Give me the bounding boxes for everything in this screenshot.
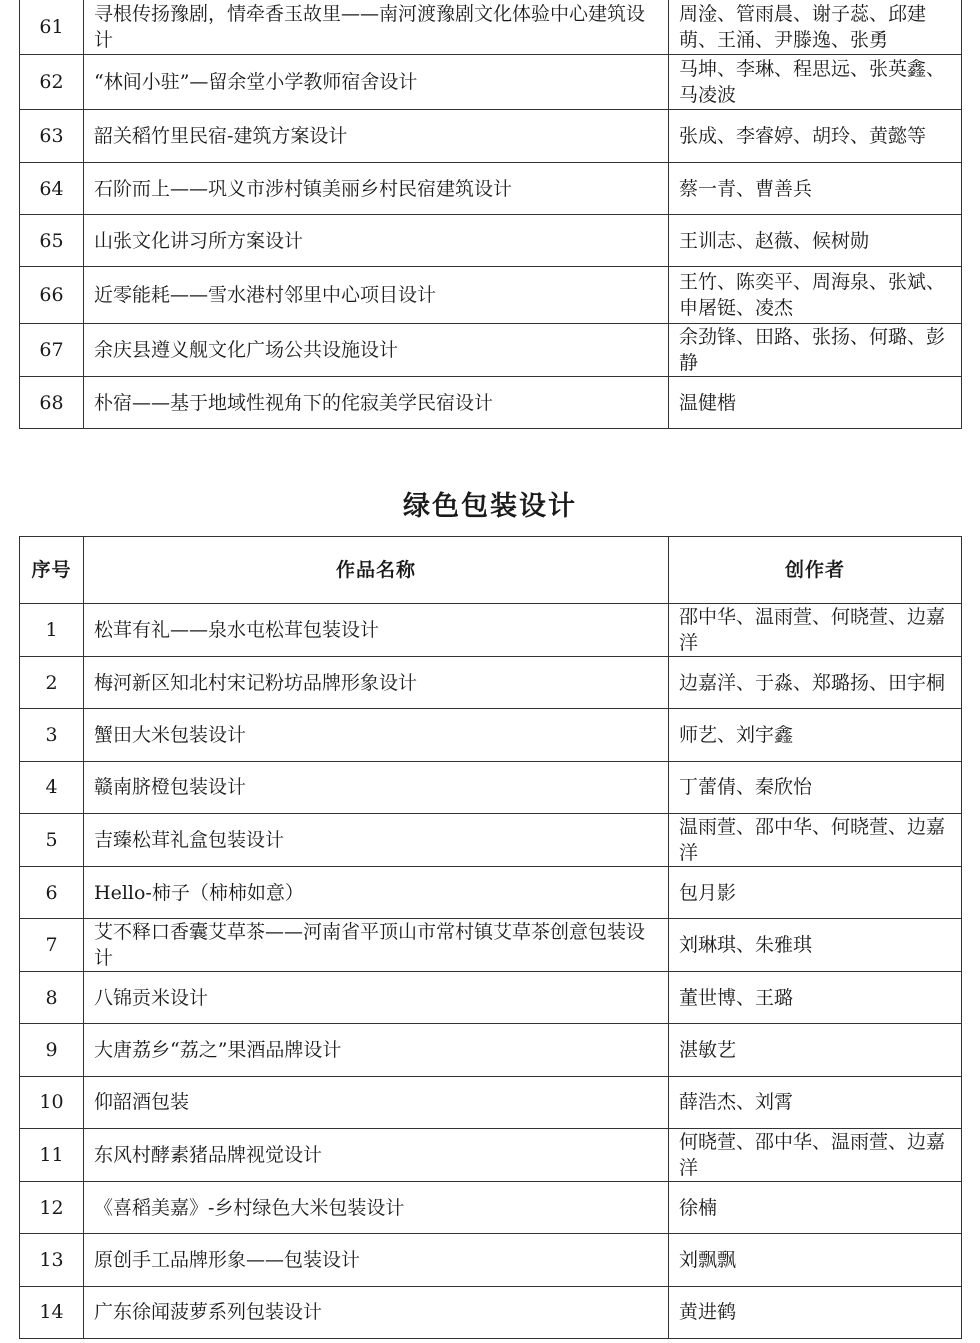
table-row [20, 604, 962, 657]
table-row [20, 919, 962, 972]
work-title: 近零能耗——雪水港村邻里中心项目设计 [84, 267, 669, 324]
row-number: 3 [20, 709, 84, 761]
authors: 徐楠 [669, 1182, 962, 1234]
table-row [20, 709, 962, 761]
row-number: 10 [20, 1076, 84, 1128]
work-title: 艾不释口香囊艾草茶——河南省平顶山市常村镇艾草茶创意包装设计 [84, 919, 669, 972]
table-row [20, 1076, 962, 1128]
table-row [20, 972, 962, 1024]
authors: 余劲锋、田路、张扬、何璐、彭静 [669, 324, 962, 377]
row-number: 63 [20, 110, 84, 163]
work-title: 《喜稻美嘉》-乡村绿色大米包装设计 [84, 1182, 669, 1234]
authors: 刘琳琪、朱雅琪 [669, 919, 962, 972]
row-number: 14 [20, 1286, 84, 1338]
work-title: 山张文化讲习所方案设计 [84, 215, 669, 267]
authors: 湛敏艺 [669, 1024, 962, 1076]
authors: 薛浩杰、刘霄 [669, 1076, 962, 1128]
table-row [20, 813, 962, 866]
work-title: 大唐荔乡“荔之”果酒品牌设计 [84, 1024, 669, 1076]
section-title: 绿色包装设计 [403, 491, 577, 522]
table-row [20, 0, 962, 55]
row-number: 64 [20, 163, 84, 215]
row-number: 4 [20, 761, 84, 813]
table-row [20, 324, 962, 377]
row-number: 1 [20, 604, 84, 657]
row-number: 66 [20, 267, 84, 324]
row-number: 8 [20, 972, 84, 1024]
table-row [20, 267, 962, 324]
work-title: 朴宿——基于地域性视角下的侘寂美学民宿设计 [84, 377, 669, 429]
authors: 温健楷 [669, 377, 962, 429]
work-title: 吉臻松茸礼盒包装设计 [84, 813, 669, 866]
authors: 边嘉洋、于淼、郑璐扬、田宇桐 [669, 657, 962, 709]
work-title: 赣南脐橙包装设计 [84, 761, 669, 813]
authors: 蔡一青、曹善兵 [669, 163, 962, 215]
authors: 王训志、赵薇、候树勋 [669, 215, 962, 267]
continued-awards-table [19, 0, 962, 429]
authors: 师艺、刘宇鑫 [669, 709, 962, 761]
authors: 周淦、管雨晨、谢子蕊、邱建萌、王涌、尹滕逸、张勇 [669, 0, 962, 55]
work-title: 八锦贡米设计 [84, 972, 669, 1024]
row-number: 11 [20, 1129, 84, 1182]
row-number: 5 [20, 813, 84, 866]
table-row [20, 55, 962, 110]
row-number: 12 [20, 1182, 84, 1234]
authors: 刘飘飘 [669, 1234, 962, 1286]
row-number: 13 [20, 1234, 84, 1286]
row-number: 2 [20, 657, 84, 709]
table-row [20, 761, 962, 813]
table-row [20, 377, 962, 429]
authors: 温雨萱、邵中华、何晓萱、边嘉洋 [669, 813, 962, 866]
header-authors: 创作者 [669, 537, 962, 604]
authors: 王竹、陈奕平、周海泉、张斌、申屠铤、凌杰 [669, 267, 962, 324]
authors: 邵中华、温雨萱、何晓萱、边嘉洋 [669, 604, 962, 657]
green-packaging-awards-table [19, 536, 962, 1339]
row-number: 7 [20, 919, 84, 972]
authors: 张成、李睿婷、胡玲、黄懿等 [669, 110, 962, 163]
table-row [20, 215, 962, 267]
table-row [20, 1024, 962, 1076]
table-header-row [20, 537, 962, 604]
work-title: “林间小驻”—留余堂小学教师宿舍设计 [84, 55, 669, 110]
work-title: 松茸有礼——泉水屯松茸包装设计 [84, 604, 669, 657]
table-row [20, 657, 962, 709]
table-row [20, 163, 962, 215]
work-title: Hello-柿子（柿柿如意） [84, 866, 669, 918]
work-title: 余庆县遵义舰文化广场公共设施设计 [84, 324, 669, 377]
row-number: 6 [20, 866, 84, 918]
header-serial-number: 序号 [20, 537, 84, 604]
header-work-title: 作品名称 [84, 537, 669, 604]
work-title: 韶关稻竹里民宿-建筑方案设计 [84, 110, 669, 163]
work-title: 广东徐闻菠萝系列包装设计 [84, 1286, 669, 1338]
authors: 包月影 [669, 866, 962, 918]
table-row [20, 110, 962, 163]
work-title: 仰韶酒包装 [84, 1076, 669, 1128]
row-number: 9 [20, 1024, 84, 1076]
work-title: 石阶而上——巩义市涉村镇美丽乡村民宿建筑设计 [84, 163, 669, 215]
authors: 何晓萱、邵中华、温雨萱、边嘉洋 [669, 1129, 962, 1182]
row-number: 67 [20, 324, 84, 377]
row-number: 62 [20, 55, 84, 110]
work-title: 原创手工品牌形象——包装设计 [84, 1234, 669, 1286]
authors: 丁蕾倩、秦欣怡 [669, 761, 962, 813]
authors: 马坤、李琳、程思远、张英鑫、马凌波 [669, 55, 962, 110]
work-title: 蟹田大米包装设计 [84, 709, 669, 761]
work-title: 梅河新区知北村宋记粉坊品牌形象设计 [84, 657, 669, 709]
work-title: 寻根传扬豫剧，情牵香玉故里——南河渡豫剧文化体验中心建筑设计 [84, 0, 669, 55]
table-row [20, 1286, 962, 1338]
authors: 董世博、王璐 [669, 972, 962, 1024]
authors: 黄进鹤 [669, 1286, 962, 1338]
table-row [20, 866, 962, 918]
row-number: 68 [20, 377, 84, 429]
work-title: 东风村酵素猪品牌视觉设计 [84, 1129, 669, 1182]
table-row [20, 1182, 962, 1234]
row-number: 61 [20, 0, 84, 55]
row-number: 65 [20, 215, 84, 267]
table-row [20, 1129, 962, 1182]
table-row [20, 1234, 962, 1286]
